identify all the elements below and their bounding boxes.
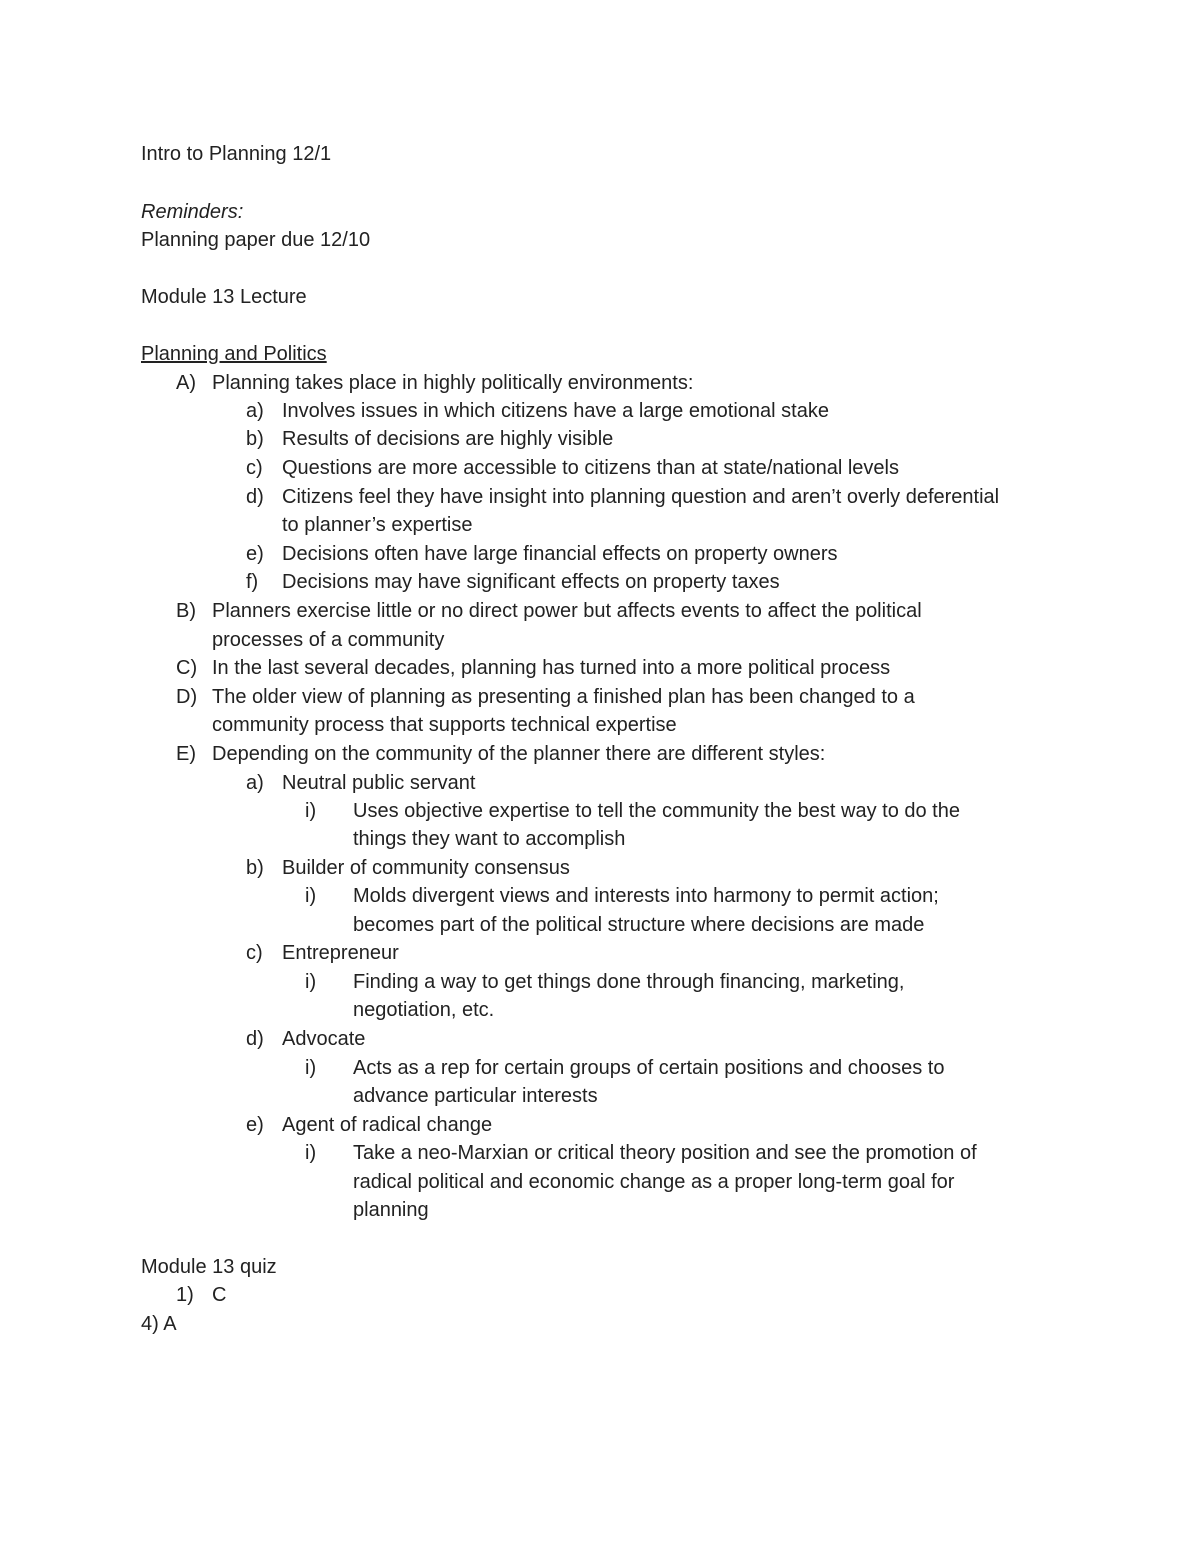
list-item-D: The older view of planning as presenting a finished plan has been changed to a [212, 686, 915, 708]
list-marker-E: E) [176, 743, 196, 765]
style-sub-marker: i) [305, 885, 317, 907]
style-sub-marker: i) [305, 1057, 317, 1079]
list-item-c: Questions are more accessible to citizens than at state/national levels [282, 457, 899, 479]
quiz-heading: Module 13 quiz [141, 1256, 277, 1278]
list-marker-f: f) [246, 571, 259, 593]
list-item-d-continued: to planner’s expertise [282, 514, 473, 536]
style-name-neutral-public-servant: Neutral public servant [282, 772, 476, 794]
reminders-label: Reminders: [141, 201, 244, 223]
style-description-continued: things they want to accomplish [353, 828, 626, 850]
list-item-C: In the last several decades, planning has turned into a more political process [212, 657, 891, 679]
list-item-e: Decisions often have large financial effects on property owners [282, 543, 838, 565]
style-description-continued: radical political and economic change as a proper long-term goal for [353, 1171, 955, 1193]
style-marker-d: d) [246, 1028, 264, 1050]
list-item-E: Depending on the community of the planner there are different styles: [212, 743, 826, 765]
style-description: Molds divergent views and interests into harmony to permit action; [353, 885, 939, 907]
style-description: Uses objective expertise to tell the community the best way to do the [353, 800, 960, 822]
list-marker-D: D) [176, 686, 198, 708]
list-item-d: Citizens feel they have insight into planning question and aren’t overly deferential [282, 486, 1000, 508]
list-marker-B: B) [176, 600, 196, 622]
list-item-B: Planners exercise little or no direct power but affects events to affect the political [212, 600, 922, 622]
section-heading: Planning and Politics [141, 343, 327, 365]
list-item-D-continued: community process that supports technical expertise [212, 714, 677, 736]
quiz-marker-1: 1) [176, 1284, 194, 1306]
reminder-item: Planning paper due 12/10 [141, 229, 371, 251]
quiz-answer-1: C [212, 1284, 227, 1306]
style-marker-e: e) [246, 1114, 264, 1136]
style-description-continued: advance particular interests [353, 1085, 598, 1107]
style-marker-a: a) [246, 772, 264, 794]
module-lecture-heading: Module 13 Lecture [141, 286, 307, 308]
style-name-agent-of-radical-change: Agent of radical change [282, 1114, 493, 1136]
list-marker-a: a) [246, 400, 264, 422]
style-description: Finding a way to get things done through financing, marketing, [353, 971, 905, 993]
style-marker-b: b) [246, 857, 264, 879]
list-item-b: Results of decisions are highly visible [282, 428, 614, 450]
style-sub-marker: i) [305, 800, 317, 822]
style-sub-marker: i) [305, 1142, 317, 1164]
list-item-A: Planning takes place in highly politically environments: [212, 372, 694, 394]
style-description-continued: planning [353, 1199, 429, 1221]
style-name-advocate: Advocate [282, 1028, 366, 1050]
list-marker-c: c) [246, 457, 263, 479]
style-description-continued: negotiation, etc. [353, 999, 495, 1021]
list-marker-A: A) [176, 372, 196, 394]
style-name-builder-of-consensus: Builder of community consensus [282, 857, 570, 879]
list-marker-b: b) [246, 428, 264, 450]
style-description-continued: becomes part of the political structure where decisions are made [353, 914, 925, 936]
quiz-answer-4: 4) A [141, 1313, 177, 1335]
style-sub-marker: i) [305, 971, 317, 993]
list-marker-d: d) [246, 486, 264, 508]
list-item-f: Decisions may have significant effects on property taxes [282, 571, 780, 593]
list-item-a: Involves issues in which citizens have a large emotional stake [282, 400, 829, 422]
list-item-B-continued: processes of a community [212, 629, 445, 651]
style-description: Take a neo-Marxian or critical theory position and see the promotion of [353, 1142, 977, 1164]
list-marker-C: C) [176, 657, 198, 679]
style-marker-c: c) [246, 942, 263, 964]
list-marker-e: e) [246, 543, 264, 565]
style-name-entrepreneur: Entrepreneur [282, 942, 399, 964]
style-description: Acts as a rep for certain groups of certain positions and chooses to [353, 1057, 945, 1079]
document-title: Intro to Planning 12/1 [141, 143, 332, 165]
